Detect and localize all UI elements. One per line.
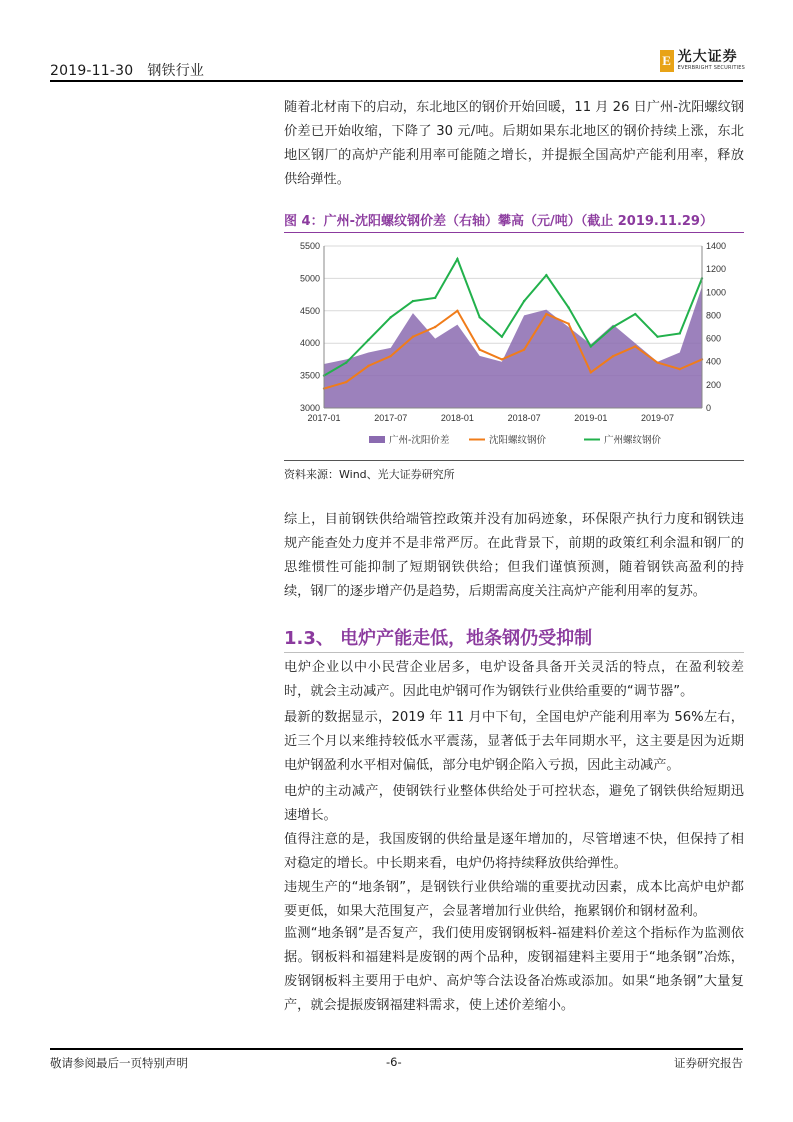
data-point bbox=[456, 310, 458, 312]
figure-top-rule bbox=[284, 232, 744, 233]
left-tick-label: 4000 bbox=[299, 338, 320, 349]
data-point bbox=[501, 358, 503, 360]
x-tick-label: 2018-07 bbox=[507, 413, 541, 423]
legend-label: 广州螺纹钢价 bbox=[604, 435, 662, 446]
left-tick-label: 4500 bbox=[299, 305, 320, 316]
data-point bbox=[634, 313, 636, 315]
data-point bbox=[345, 361, 347, 363]
figure-bottom-rule bbox=[284, 460, 744, 461]
left-tick-label: 5000 bbox=[299, 273, 320, 284]
data-point bbox=[545, 274, 547, 276]
right-tick-label: 0 bbox=[706, 403, 712, 413]
data-point bbox=[478, 316, 480, 318]
right-tick-label: 800 bbox=[706, 310, 722, 321]
chart-legend bbox=[369, 434, 662, 446]
data-point bbox=[656, 336, 658, 338]
data-point bbox=[679, 332, 681, 334]
paragraph-bottom-4: 违规生产的“地条钢”，是钢铁行业供给端的重要扰动因素，成本比高炉电炉都要更低，如果大范围复产，会显著增加行业供给，拖累钢价和钢材盈利。 bbox=[284, 880, 744, 919]
figure-title: 图 4：广州-沈阳螺纹钢价差（右轴）攀高（元/吨）（截止 2019.11.29） bbox=[284, 214, 713, 229]
left-tick-label: 3000 bbox=[299, 403, 320, 413]
spread-area-series bbox=[324, 287, 702, 409]
logo-cn-text: 光大证券 bbox=[677, 49, 738, 65]
legend-label: 广州-沈阳价差 bbox=[389, 435, 450, 446]
data-point bbox=[567, 323, 569, 325]
spread-area-path bbox=[324, 287, 702, 409]
section-title: 1.3、 电炉产能走低，地条钢仍受抑制 bbox=[284, 628, 593, 649]
data-point bbox=[523, 300, 525, 302]
paragraph-bottom-5: 监测“地条钢”是否复产，我们使用废钢钢板料-福建料价差这个指标作为监测依据。钢板料和福建料是废钢的两个品种，废钢福建料主要用于“地条钢”冶炼，废钢钢板料主要用于电炉、高炉等合法设备冶炼或添加。如果“地条钢”大量复产，就会提振废钢福建料需求，使上述价差缩小。 bbox=[284, 926, 744, 1013]
right-tick-label: 600 bbox=[706, 333, 722, 344]
data-point bbox=[434, 297, 436, 299]
data-point bbox=[590, 345, 592, 347]
data-point bbox=[590, 371, 592, 373]
data-point bbox=[679, 368, 681, 370]
data-point bbox=[456, 258, 458, 260]
data-point bbox=[612, 355, 614, 357]
data-point bbox=[478, 348, 480, 350]
data-point bbox=[501, 336, 503, 338]
right-tick-label: 1400 bbox=[706, 241, 727, 251]
paragraph-bottom-0: 电炉企业以中小民营企业居多，电炉设备具备开关灵活的特点，在盈利较差时，就会主动减产。因此电炉钢可作为钢铁行业供给重要的“调节器”。 bbox=[284, 660, 744, 699]
data-point bbox=[390, 316, 392, 318]
figure-source: 资料来源：Wind、光大证券研究所 bbox=[284, 468, 455, 481]
data-point bbox=[612, 326, 614, 328]
data-point bbox=[523, 348, 525, 350]
paragraph-top-0: 随着北材南下的启动，东北地区的钢价开始回暖，11 月 26 日广州-沈阳螺纹钢价差已开始收缩，下降了 30 元/吨。后期如果东北地区的钢价持续上涨，东北地区钢厂的高炉产能利用率可能随之增长，并提振全国高炉产能利用率，释放供给弹性。 bbox=[284, 100, 744, 187]
x-tick-label: 2017-07 bbox=[374, 413, 408, 423]
left-tick-label: 3500 bbox=[299, 370, 320, 381]
company-logo bbox=[660, 50, 745, 72]
x-tick-label: 2019-01 bbox=[574, 413, 608, 423]
logo-e-icon: E bbox=[660, 50, 674, 72]
data-point bbox=[545, 313, 547, 315]
spread-chart bbox=[284, 236, 744, 456]
x-tick-label: 2019-07 bbox=[641, 413, 675, 423]
section-rule bbox=[284, 652, 744, 653]
right-tick-label: 1000 bbox=[706, 287, 727, 298]
left-tick-label: 5500 bbox=[299, 241, 320, 251]
data-point bbox=[434, 326, 436, 328]
data-point bbox=[412, 336, 414, 338]
right-tick-label: 400 bbox=[706, 356, 722, 367]
data-point bbox=[390, 355, 392, 357]
paragraph-bottom-3: 值得注意的是，我国废钢的供给量是逐年增加的，尽管增速不快，但保持了相对稳定的增长。中长期来看，电炉仍将持续释放供给弹性。 bbox=[284, 832, 744, 871]
right-tick-label: 200 bbox=[706, 379, 722, 390]
x-tick-label: 2018-01 bbox=[440, 413, 474, 423]
footer-report-type: 证券研究报告 bbox=[674, 1056, 743, 1070]
footer-disclaimer: 敬请参阅最后一页特别声明 bbox=[50, 1056, 188, 1070]
data-point bbox=[634, 345, 636, 347]
data-point bbox=[367, 365, 369, 367]
data-point bbox=[567, 306, 569, 308]
paragraph-bottom-2: 电炉的主动减产，使钢铁行业整体供给处于可控状态，避免了钢铁供给短期迅速增长。 bbox=[284, 784, 744, 823]
paragraph-mid-0: 综上，目前钢铁供给端管控政策并没有加码迹象，环保限产执行力度和钢铁违规产能查处力度并不是非常严厉。在此背景下，前期的政策红利余温和钢厂的思维惯性可能抑制了短期钢铁供给；但我们谨慎预测，随着钢铁高盈利的持续，钢厂的逐步增产仍是趋势，后期需高度关注高炉产能利用率的复苏。 bbox=[284, 512, 744, 599]
footer-divider bbox=[50, 1048, 743, 1050]
data-point bbox=[367, 339, 369, 341]
data-point bbox=[345, 381, 347, 383]
report-date: 2019-11-30 bbox=[50, 63, 134, 79]
header-date-industry bbox=[50, 60, 204, 80]
right-tick-label: 1200 bbox=[706, 264, 727, 275]
data-point bbox=[656, 361, 658, 363]
legend-swatch-spread bbox=[369, 436, 385, 443]
industry-label: 钢铁行业 bbox=[147, 63, 205, 79]
header-divider bbox=[50, 80, 743, 82]
x-tick-label: 2017-01 bbox=[307, 413, 341, 423]
legend-label: 沈阳螺纹钢价 bbox=[489, 435, 547, 446]
logo-en-text: EVERBRIGHT SECURITIES bbox=[677, 65, 745, 71]
page-number: -6- bbox=[386, 1055, 402, 1069]
paragraph-bottom-1: 最新的数据显示，2019 年 11 月中下旬，全国电炉产能利用率为 56%左右，近三个月以来维持较低水平震荡，显著低于去年同期水平，这主要是因为近期电炉钢盈利水平相对偏低，部分电炉钢企陷入亏损，因此主动减产。 bbox=[284, 710, 744, 773]
data-point bbox=[412, 300, 414, 302]
